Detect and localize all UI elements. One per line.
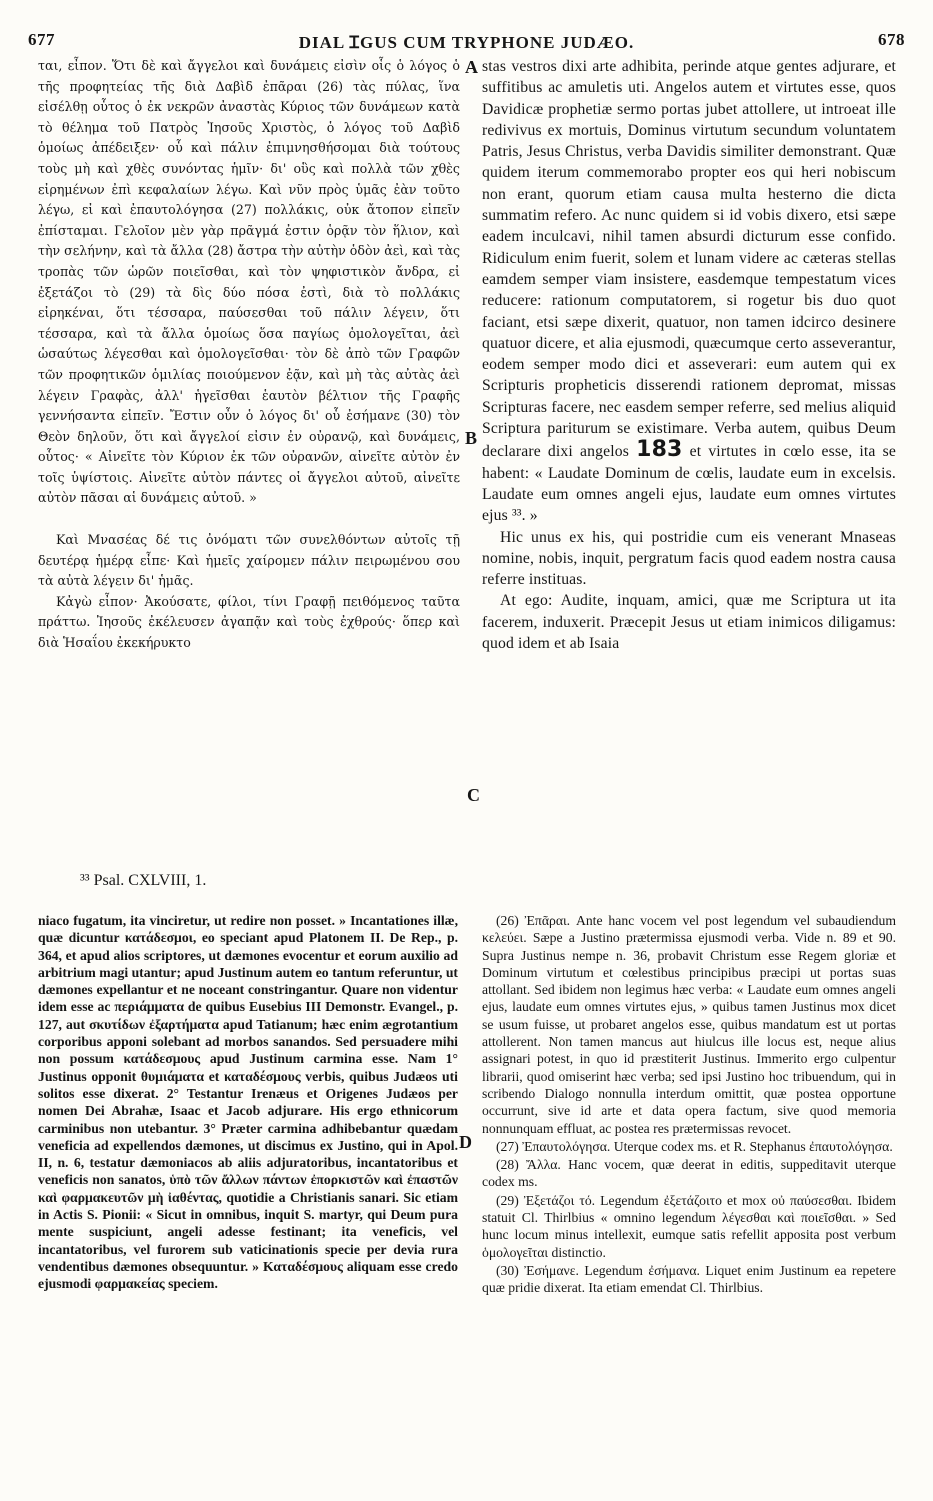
greek-paragraph: Καὶ Μνασέας δέ τις ὀνόματι τῶν συνελθόντων αὐτοῖς τῇ δευτέρᾳ ἡμέρᾳ εἶπε· Καὶ ἡμεῖς χαίρομεν πάλιν πειρωμένου σου τὰ αὐτὰ λέγειν δι' ἡμᾶς. (38, 532, 460, 589)
commentary-note: (28) Ἄλλα. Hanc vocem, quæ deerat in editis, suppeditavit uterque codex ms. (482, 1157, 896, 1190)
commentary-paragraph: niaco fugatum, ita vinciretur, ut redire non posset. » Incantationes illæ, quæ dicuntur κατάδεσμοι, eo speciant apud Platonem II. De Rep., p. 364, et apud alios scriptores, ut dæmones evocentur et eorum auxilio ad arbitrium magi utantur; apud Justinum autem eo tantum referuntur, ut dæmones expellantur et ne noceant constringantur. Quare non videntur idem esse ac περιάμματα de quibus Eusebius III Demonstr. Evangel., p. 127, aut σκυτίδων ἐξαρτήματα apud Tatianum; hæc enim ægrotantium corporibus apponi solebant ad morbos sanandos. Sed persuadere mihi non possum κατάδεσμους apud Justinum carmina esse. Nam 1° Justinus opponit θυμιάματα et καταδέσμους verbis, quibus Judæos uti solitos esse dixerat. 2° Testantur Irenæus et Origenes Judæos per nomen Dei Abrahæ, Isaac et Jacob adjurare. His ergo ethnicorum carminibus non utebantur. 3° Præter carmina adhibebantur quædam veneficia ad expellendos dæmones, ut discimus ex Justino, qui in Apol. II, n. 6, testatur dæmoniacos ab aliis adjuratoribus, incantatoribus et veneficis non sanatos, ὑπὸ τῶν ἄλλων πάντων ἐπορκιστῶν καὶ ἐπαστῶν καὶ φαρμακευτῶν μὴ ἰαθέντας, quotidie a Christianis sanari. Sic etiam in Actis S. Pionii: « Sicut in omnibus, inquit S. martyr, qui Deum pura mente suspiciunt, angeli adesse festinant; ita veneficis, vel incantatoribus, vel furorem sub vaticinationis specie per devia rura vendentibus dæmones obsequuntur. » Καταδέσμους aliquam esse credo ejusmodi φαρμακείας speciem. (38, 913, 458, 1292)
latin-text-column (482, 56, 896, 836)
commentary-note: (29) Ἐξετάζοι τό. Legendum ἐξετάζοιτο et mox οὐ παύσεσθαι. Ibidem statuit Cl. Thirlbius « omnino legendum λέγεσθαι καὶ ποιεῖσθαι. » Sed hunc locum minus intellexit, eumque satis refellit apposita post verbum ὁμολογεῖται distinctio. (482, 1192, 896, 1260)
latin-paragraph (482, 56, 896, 527)
greek-text-column (38, 56, 460, 836)
section-marker-a: A (465, 57, 478, 77)
footnote-reference: ³³ Psal. CXLVIII, 1. (80, 872, 207, 889)
page-number-right: 678 (878, 30, 905, 49)
migne-column-number: 183 (636, 437, 683, 463)
latin-paragraph: At ego: Audite, inquam, amici, quæ me Scriptura ut ita facerem, induxerit. Præcepit Jesus ut etiam inimicos diligamus: quod idem et ab Isaia (482, 592, 896, 653)
latin-paragraph: Hic unus ex his, qui postridie cum eis venerant Mnaseas nomine, nobis, inquit, pergratum facis quod eadem nostra causa referre instituas. (482, 528, 896, 589)
commentary-note: (30) Ἐσήμανε. Legendum ἐσήμανα. Liquet enim Justinum ea repetere quæ pridie dixerat. Ita etiam emendat Cl. Thirlbius. (482, 1262, 896, 1296)
page-number-left: 677 (28, 30, 55, 49)
running-head (28, 30, 905, 52)
section-marker-d: D (459, 1132, 472, 1152)
greek-paragraph: Κἀγὼ εἶπον· Ἀκούσατε, φίλοι, τίνι Γραφῇ πειθόμενος ταῦτα πράττω. Ἰησοῦς ἐκέλευσεν ἀγαπᾷν καὶ τοὺς ἐχθρούς· ὅπερ καὶ διὰ Ἡσαΐου ἐκεκήρυκτο (38, 593, 460, 651)
commentary-note: (26) Ἐπᾶραι. Ante hanc vocem vel post legendum vel subaudiendum κελεύει. Sæpe a Justino prætermissa ejusmodi verba. Vide n. 89 et 90. Supra Justinus nempe n. 36, probavit Christum esse Regem gloriæ et Dominum virtutum et cœlestibus principibus præcipi ut portas suas attollant. Sed ibidem non legimus hæc verba: « Laudate eum omnes angeli ejus, laudate eum omnes virtutes ejus, » quibus tamen Justinus mox dicet se usum fuisse, ut probaret angelos esse, quibus mandatum est ut portas attollerent. Non tamen mancus aut hiulcus ille locus est, neque alius assignari potest, in quo id præstiterit Justinus. Immerito ergo culpentur librarii, quod omiserint hæc verba; sed ipsi Justino hoc tribuendum, qui in scribendo Dialogo nonnulla interdum omittit, quæ postea opportune occurrunt, sive id arte et data opera factum, sive quod memoria nonnunquam effluat, ac postea res prætermissas revocet. (482, 913, 896, 1136)
latin-paragraph-part: et virtutes in cœlo esse, ita se habent: « Laudate Dominum de cœlis, laudate eum in excelsis. Laudate eum omnes angeli ejus, laudate eum omnes virtutes ejus ³³. » (482, 443, 896, 525)
commentary-left-column (38, 912, 458, 1492)
greek-paragraph: ται, εἶπον. Ὅτι δὲ καὶ ἄγγελοι καὶ δυνάμεις εἰσὶν οἷς ὁ λόγος ὁ τῆς προφητείας τῆς διὰ Δαβὶδ ἐπᾶραι (26) τὰς πύλας, ἵνα εἰσέλθῃ οὗτος ὁ ἐκ νεκρῶν ἀναστὰς Κύριος τῶν δυνάμεων κατὰ τὸ θέλημα τοῦ Πατρὸς Ἰησοῦς Χριστὸς, ὁ λόγος τοῦ Δαβὶδ ὁμοίως ἀπέδειξεν· οὗ καὶ πάλιν ἐπιμνησθήσομαι διὰ τούτους τοὺς μὴ καὶ χθὲς συνόντας ἡμῖν· δι' οὓς καὶ πολλὰ τῶν χθὲς εἰρημένων ἐπὶ κεφαλαίων λέγω. Καὶ νῦν πρὸς ὑμᾶς ἐὰν τοῦτο λέγω, εἰ καὶ ἐπαυτολόγησα (27) πολλάκις, οὐκ ἄτοπον εἰπεῖν ἐπίσταμαι. Γελοῖον μὲν γὰρ πρᾶγμά ἐστιν ὁρᾷν τὸν ἥλιον, καὶ τὴν σελήνην, καὶ τὰ ἄλλα (28) ἄστρα τὴν αὐτὴν ὁδὸν ἀεὶ, καὶ τὰς τροπὰς τῶν ὡρῶν ποιεῖσθαι, καὶ τὸν ψηφιστικὸν ἄνδρα, εἰ ἐξετάζοι τὸ (29) τὰ δὶς δύο πόσα ἐστὶ, διὰ τὸ πολλάκις εἰρηκέναι, ὅτι τέσσαρα, παύσεσθαι τοῦ πάλιν λέγειν, ὅτι τέσσαρα, καὶ τὰ ἄλλα ὁμοίως ὅσα παγίως ὁμολογεῖται, ἀεὶ ὡσαύτως λέγεσθαι καὶ ὁμολογεῖσθαι· τὸν δὲ ἀπὸ τῶν Γραφῶν τῶν προφητικῶν ὁμιλίας ποιούμενον ἐᾷν, καὶ μὴ τὰς αὐτὰς ἀεὶ λέγειν Γραφὰς, ἀλλ' ἡγεῖσθαι ἑαυτὸν βέλτιον τῆς Γραφῆς γεννήσαντα εἰπεῖν. Ἔστιν οὖν ὁ λόγος δι' οὗ ἐσήμανε (30) τὸν Θεὸν δηλοῦν, ὅτι καὶ ἄγγελοί εἰσιν ἐν οὐρανῷ, καὶ δυνάμεις, οὗτος· « Αἰνεῖτε τὸν Κύριον ἐκ τῶν οὐρανῶν, αἰνεῖτε αὐτὸν ἐν τοῖς ὑψίστοις. Αἰνεῖτε αὐτὸν πάντες οἱ ἄγγελοι αὐτοῦ, αἰνεῖτε αὐτὸν πᾶσαι αἱ δυνάμεις αὐτοῦ. » (38, 58, 460, 506)
section-marker-b: B (465, 428, 478, 448)
commentary-note: (27) Ἐπαυτολόγησα. Uterque codex ms. et R. Stephanus ἐπαυτολόγησα. (496, 1138, 893, 1154)
commentary-right-column (482, 912, 896, 1492)
running-title: DIAL ꞮGUS CUM TRYPHONE JUDÆO. (298, 33, 635, 52)
section-marker-c: C (467, 785, 480, 805)
latin-paragraph-part: stas vestros dixi arte adhibita, perinde atque gentes adjurare, et suffitibus ac amuletis uti. Angelos autem et virtutes esse, quos Davidicæ prophetiæ sermo portas jubet attollere, ut introeat ille redivivus ex mortuis, Dominus virtutum secundum voluntatem Patris, Jesus Christus, verba Davidis similiter demonstrant. Quæ quidem iterum commemorabo propter eos qui heri nobiscum non erant, quorum etiam causa multa hesterno die dicta summatim refero. Ac nunc quidem si id vobis dixero, etsi sæpe eadem inculcavi, nihil tamen absurdi dicturum esse confido. Ridiculum enim fuerit, solem et lunam videre ac cæteras stellas eamdem semper viam insistere, easdemque tempestatum vices reducere: rationum computatorem, si rogetur bis duo quot faciant, etsi sæpe dixerit, quatuor, non tamen idcirco desinere quatuor dicere, et alia ejusmodi, quæcumque certo asseverantur, eodem semper modo dici et asseverari: eum autem qui ex Scripturis propheticis disserendi rationem depromat, missas Scripturas facere, nec easdem semper referre, sed melius aliquid Scriptura pariturum se existimare. Verba autem, quibus Deum declarare dixi angelos (482, 58, 896, 461)
